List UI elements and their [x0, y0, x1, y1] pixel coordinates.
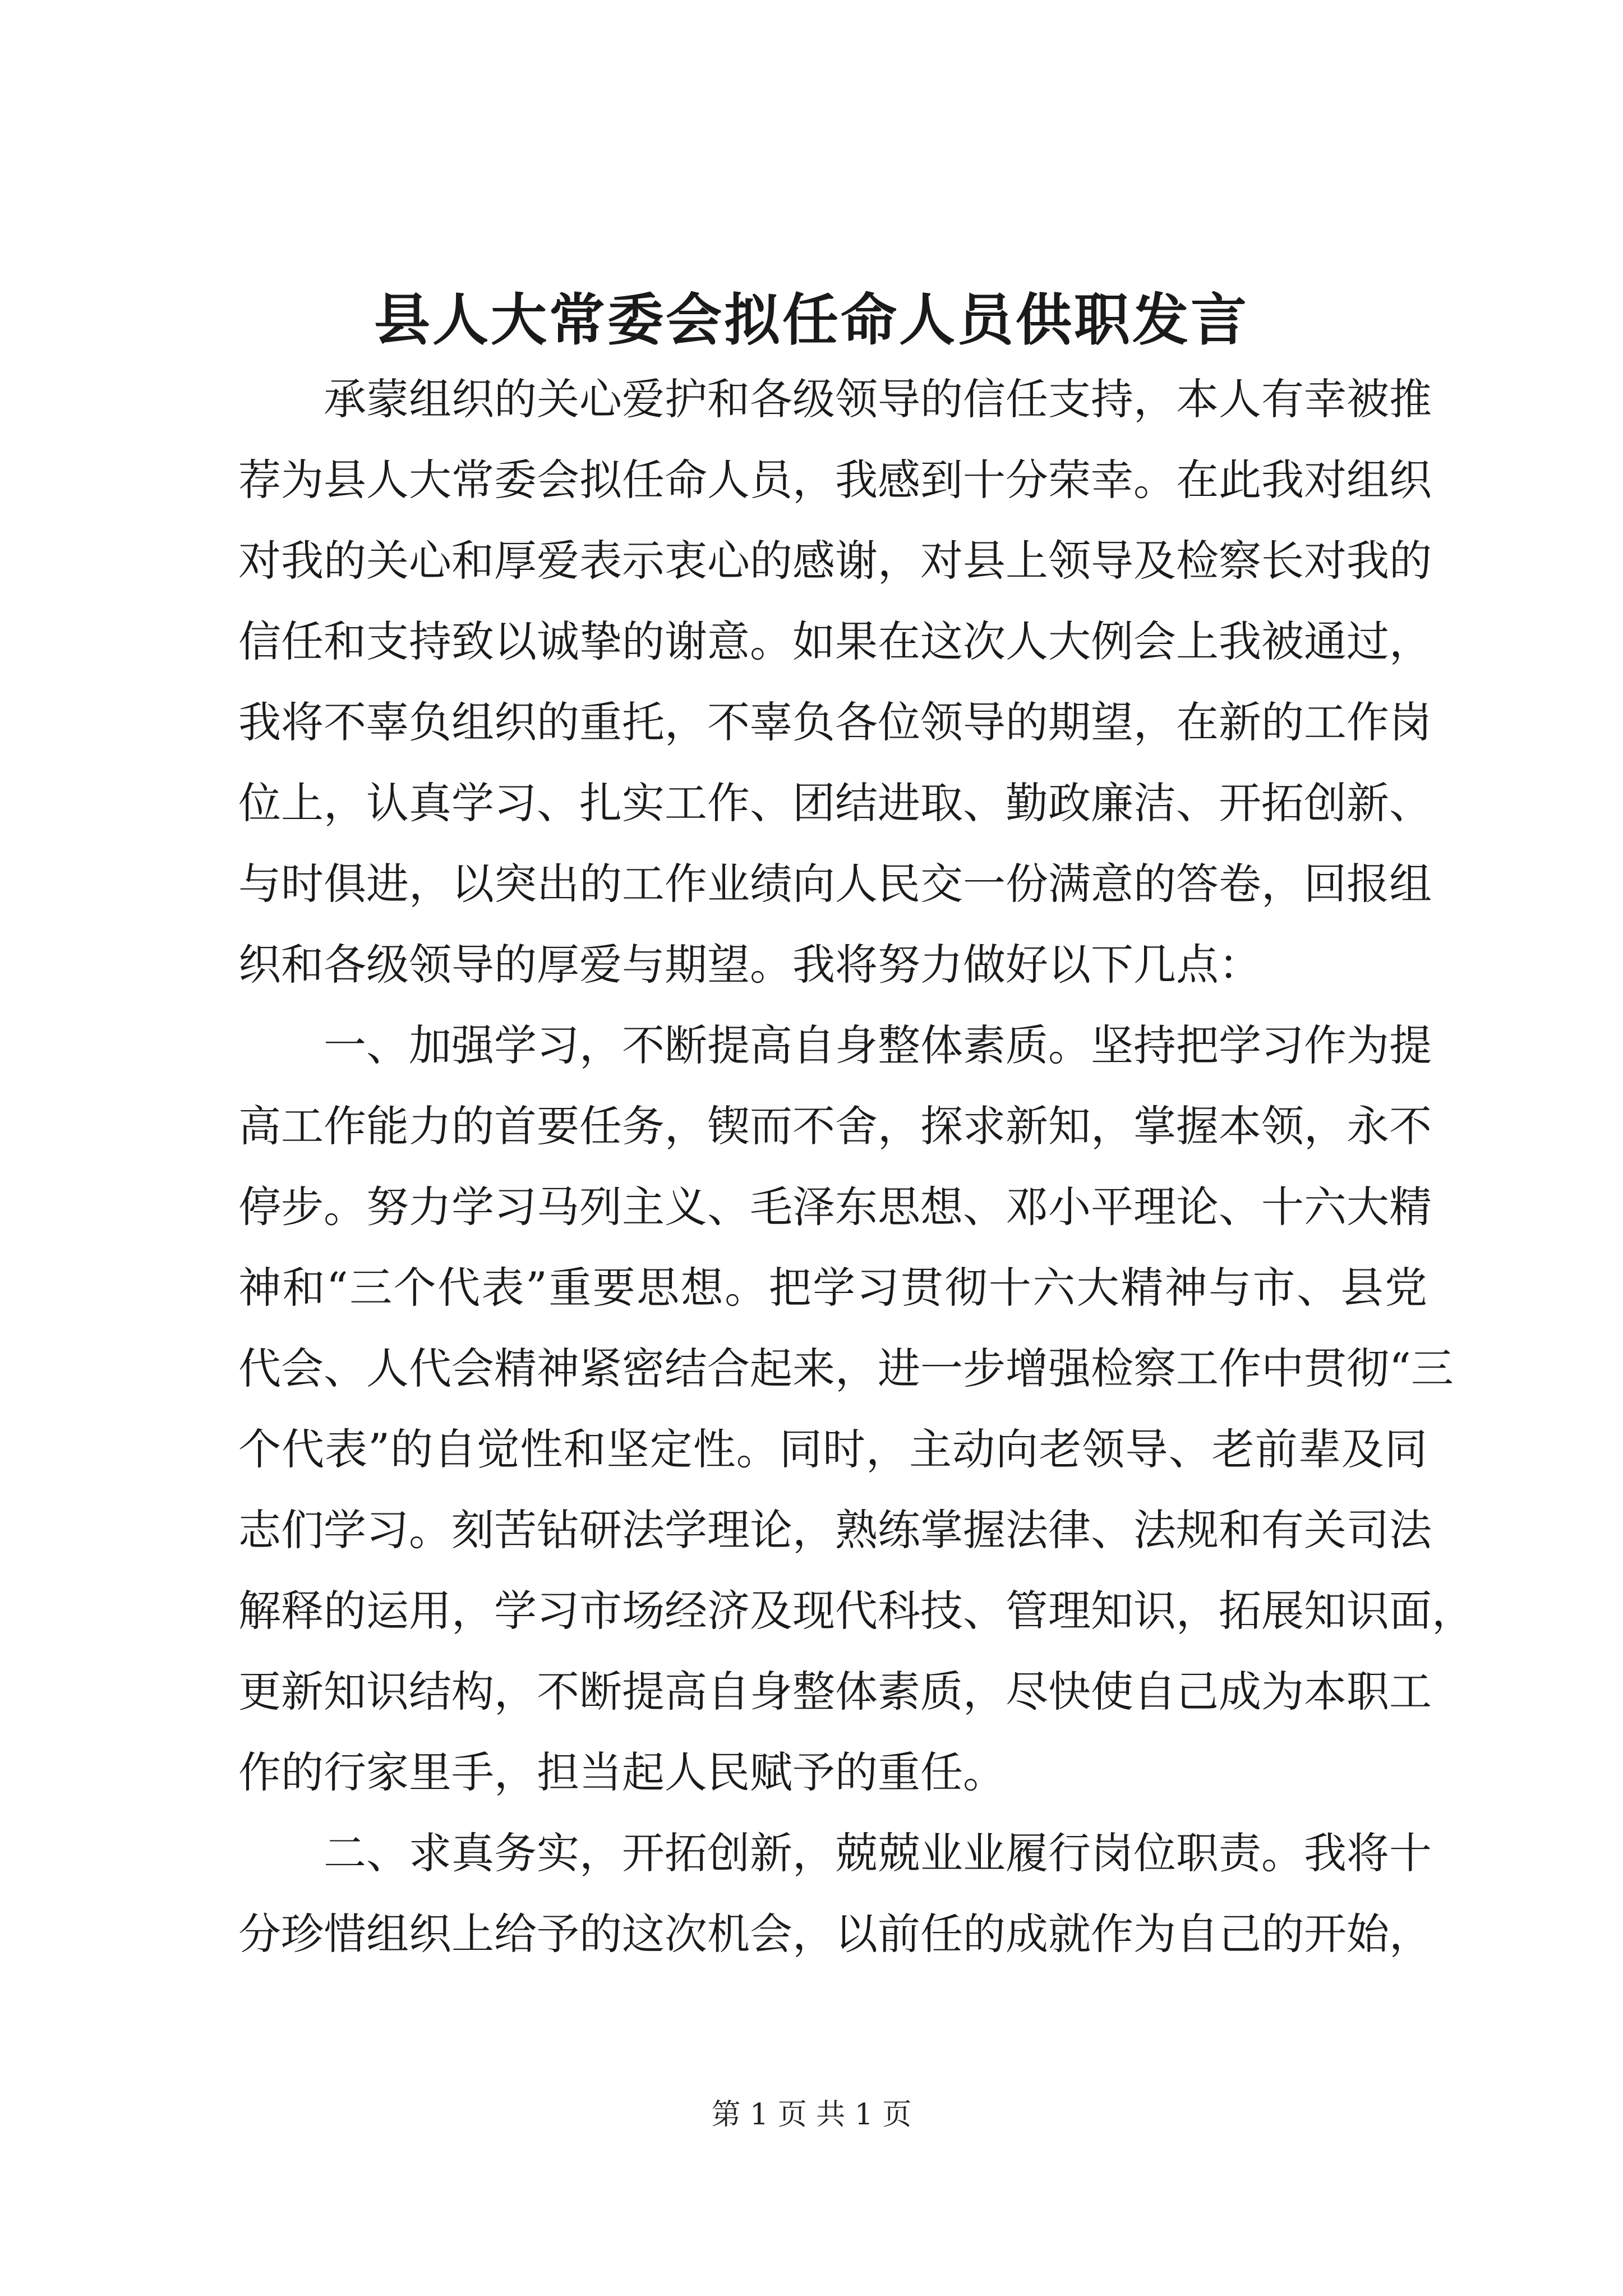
paragraph-line: 更新知识结构，不断提高自身整体素质，尽快使自己成为本职工 — [238, 1667, 1432, 1717]
paragraph-line: 我将不辜负组织的重托，不辜负各位领导的期望，在新的工作岗 — [238, 697, 1432, 747]
paragraph-line: 承蒙组织的关心爱护和各级领导的信任支持，本人有幸被推 — [324, 374, 1432, 424]
paragraph-line: 代会、人代会精神紧密结合起来，进一步增强检察工作中贯彻“三 — [238, 1343, 1454, 1393]
paragraph-line: 位上，认真学习、扎实工作、团结进取、勤政廉洁、开拓创新、 — [238, 778, 1432, 828]
paragraph-line: 织和各级领导的厚爱与期望。我将努力做好以下几点： — [238, 940, 1261, 990]
paragraph-line: 解释的运用，学习市场经济及现代科技、管理知识，拓展知识面， — [238, 1586, 1474, 1636]
paragraph-line: 神和“三个代表”重要思想。把学习贯彻十六大精神与市、县党 — [238, 1263, 1427, 1313]
paragraph-line: 个代表”的自觉性和坚定性。同时，主动向老领导、老前辈及同 — [238, 1424, 1427, 1474]
paragraph-line: 与时俱进，以突出的工作业绩向人民交一份满意的答卷，回报组 — [238, 859, 1432, 909]
paragraph-line: 分珍惜组织上给予的这次机会，以前任的成就作为自己的开始， — [238, 1909, 1432, 1959]
page-footer: 第 1 页 共 1 页 — [711, 2098, 912, 2132]
paragraph-line: 停步。努力学习马列主义、毛泽东思想、邓小平理论、十六大精 — [238, 1182, 1432, 1232]
paragraph-line: 信任和支持致以诚挚的谢意。如果在这次人大例会上我被通过， — [238, 616, 1432, 666]
paragraph-line: 作的行家里手，担当起人民赋予的重任。 — [238, 1747, 1006, 1797]
paragraph-line: 一、加强学习，不断提高自身整体素质。坚持把学习作为提 — [324, 1020, 1432, 1070]
paragraph-line: 二、求真务实，开拓创新，兢兢业业履行岗位职责。我将十 — [324, 1828, 1432, 1878]
paragraph-line: 荐为县人大常委会拟任命人员，我感到十分荣幸。在此我对组织 — [238, 455, 1432, 505]
paragraph-line: 对我的关心和厚爱表示衷心的感谢，对县上领导及检察长对我的 — [238, 536, 1432, 586]
paragraph-line: 高工作能力的首要任务，锲而不舍，探求新知，掌握本领，永不 — [238, 1101, 1432, 1151]
document-title: 县人大常委会拟任命人员供职发言 — [374, 287, 1249, 353]
document-body — [238, 359, 1474, 1975]
paragraph-line: 志们学习。刻苦钻研法学理论，熟练掌握法律、法规和有关司法 — [238, 1505, 1432, 1555]
